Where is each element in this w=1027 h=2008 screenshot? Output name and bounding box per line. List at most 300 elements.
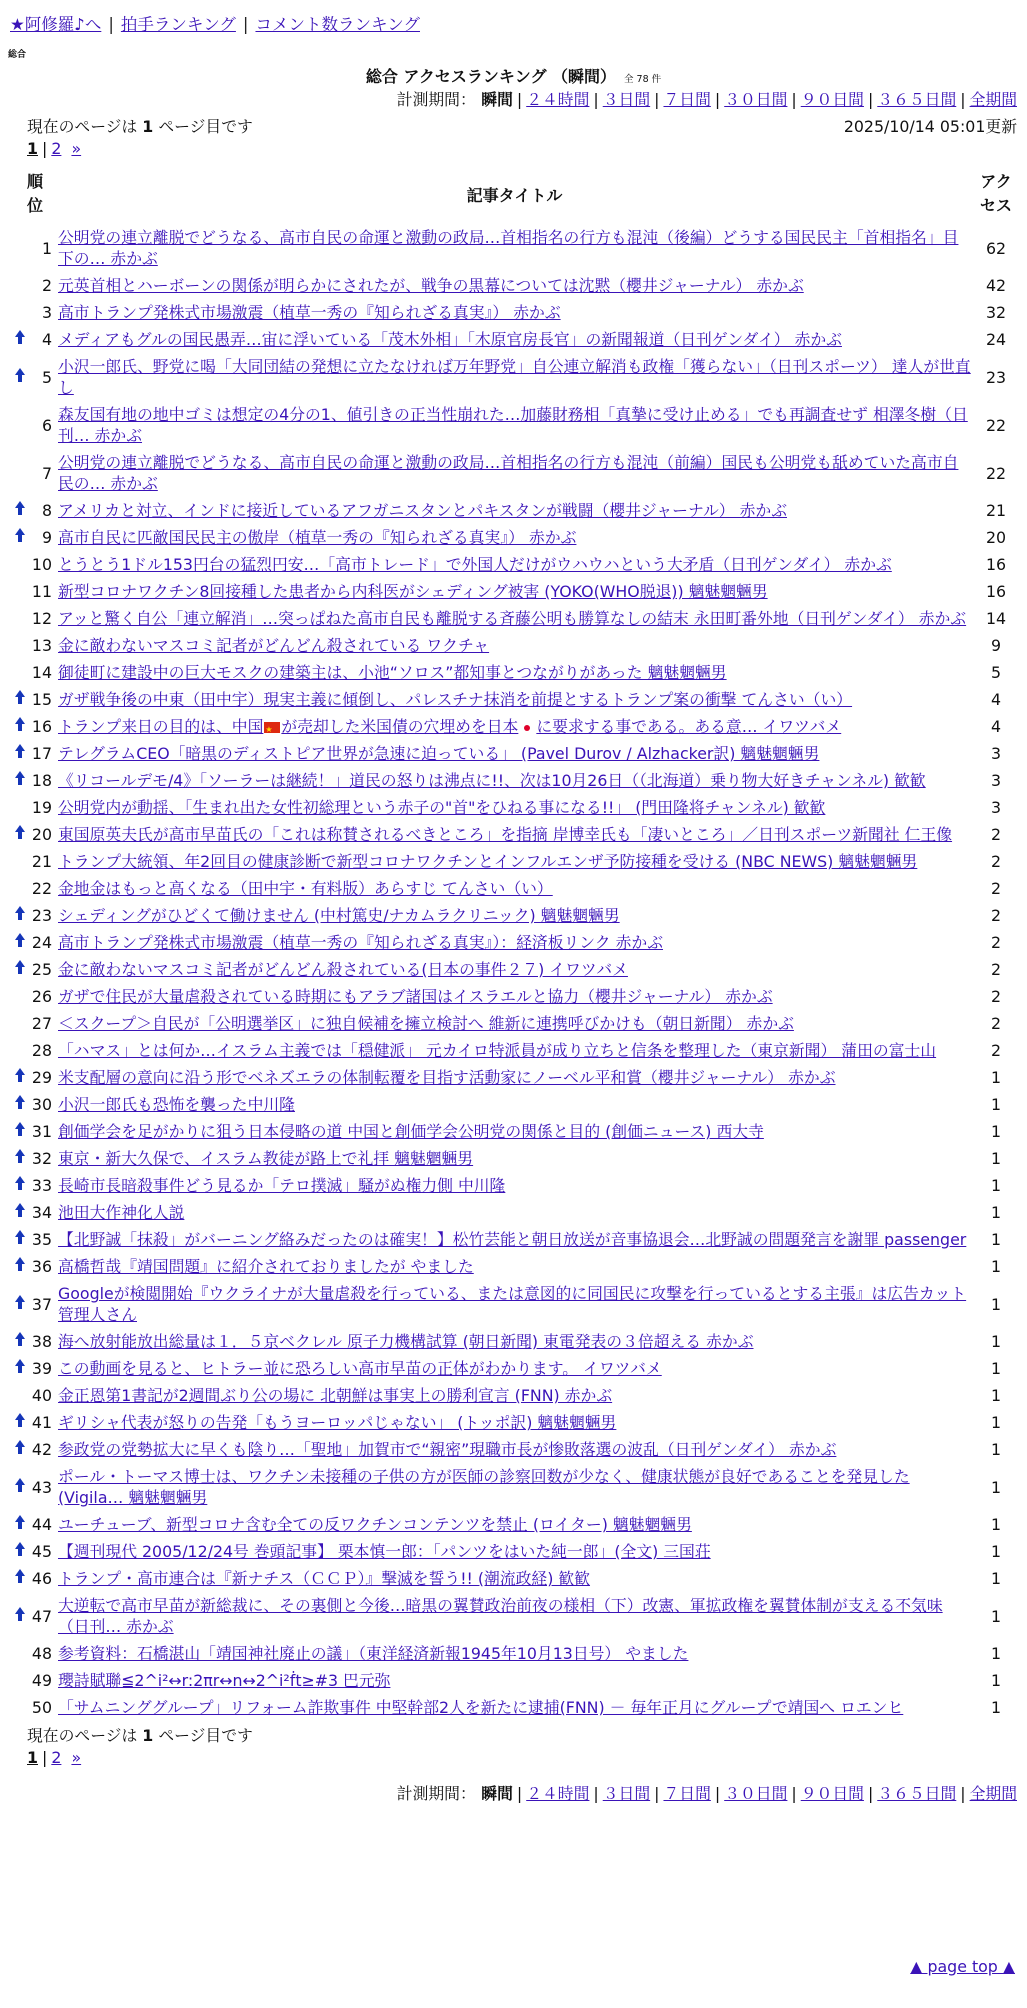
up-arrow-icon [14,1176,26,1191]
table-row [14,1118,1019,1145]
rank-change-cell [14,713,28,740]
rank-number: 48 [31,1644,52,1663]
table-row [14,740,1019,767]
access-count: 2 [990,1041,1002,1060]
rank-number: 7 [41,463,52,483]
period-separator: | [714,90,721,109]
rank-change-cell [14,1382,28,1409]
access-count: 3 [990,744,1002,763]
page-info-prefix: 現在のページは [27,117,143,136]
title-cell [56,1382,973,1409]
title-cell [56,1694,973,1721]
title-cell [56,1145,973,1172]
rank-change-cell [14,659,28,686]
access-count: 2 [990,879,1002,898]
access-count: 16 [985,582,1007,601]
access-count: 1 [990,1644,1002,1663]
pager-next-arrow[interactable]: » [71,1748,82,1767]
rank-number: 6 [41,415,52,435]
table-row [14,1382,1019,1409]
rank-change-cell [14,1226,28,1253]
access-count: 20 [985,528,1007,547]
period-option-2[interactable]: ７日間 [663,1784,711,1803]
rank-change-cell [14,605,28,632]
rank-change-cell [14,401,28,449]
up-arrow-icon [14,960,26,975]
up-arrow-icon [14,717,26,732]
up-arrow-icon [14,1440,26,1455]
access-count: 1 [990,1176,1002,1195]
period-option-6[interactable]: 全期間 [969,90,1017,109]
rank-change-cell [14,524,28,551]
article-link[interactable]: 長崎市長暗殺事件どう見るか「テロ撲滅」騒がぬ権力側 中川隆 [58,1176,506,1195]
access-count: 23 [985,367,1007,387]
article-link[interactable]: 【週刊現代 2005/12/24号 巻頭記事】 栗本慎一郎：「パンツをはいた純一郎」(全文) 三国荘 [58,1542,711,1561]
article-link[interactable]: トランプ・高市連合は『新ナチス（ＣＣＰ）』撃滅を誓う!! (潮流政経) 歓歓 [58,1569,591,1588]
article-link[interactable]: トランプ大統領、年2回目の健康診断で新型コロナワクチンとインフルエンザ予防接種を受ける (NBC NEWS) 魑魅魍魎男 [58,852,918,871]
table-row [14,326,1019,353]
pager-page-2[interactable]: 2 [51,139,62,158]
rank-number: 31 [31,1122,52,1141]
title-cell [56,524,973,551]
table-row [14,686,1019,713]
access-count: 2 [990,906,1002,925]
access-count: 1 [990,1359,1002,1378]
article-link[interactable]: シェディングがひどくて働けません (中村篤史/ナカムラクリニック) 魑魅魍魎男 [58,906,620,925]
up-arrow-icon [14,1478,26,1493]
nav-separator: | [108,15,114,34]
rank-change-cell [14,767,28,794]
title-cell [56,1409,973,1436]
home-link[interactable]: ★阿修羅♪へ [10,15,102,34]
table-row [14,821,1019,848]
title-cell [56,767,973,794]
rank-change-cell [14,1091,28,1118]
rank-change-cell [14,353,28,401]
rank-number: 19 [31,798,52,817]
period-separator: | [867,90,874,109]
article-link[interactable]: 大逆転で高市早苗が新総裁に、その裏側と今後…暗黒の翼賛政治前夜の様相（下）改憲、軍拡政権を翼賛体制が支える不気味（日刊… 赤かぶ [58,1596,943,1636]
up-arrow-icon [14,1257,26,1272]
up-arrow-icon [14,825,26,840]
title-cell [56,821,973,848]
article-link[interactable]: 創価学会を足がかりに狙う日本侵略の道 中国と創価学会公明党の関係と目的 (創価ニュース) 西大寺 [58,1122,764,1141]
updated-timestamp: 2025/10/14 05:01更新 [843,117,1017,136]
up-arrow-icon [14,744,26,759]
article-link[interactable]: ユーチューブ、新型コロナ含む全ての反ワクチンコンテンツを禁止 (ロイター) 魑魅魍魎男 [58,1515,692,1534]
rank-number: 29 [31,1068,52,1087]
table-row [14,1640,1019,1667]
period-option-1[interactable]: ３日間 [602,90,651,109]
period-option-5[interactable]: ３６５日間 [877,90,957,109]
article-link[interactable]: 公明党の連立離脱でどうなる、高市自民の命運と激動の政局…首相指名の行方も混沌（後編）どうする国民民主「首相指名」目下の… 赤かぶ [58,228,959,268]
title-cell [56,1592,973,1640]
title-cell [56,983,973,1010]
rank-number: 20 [31,825,52,844]
access-count: 21 [985,501,1007,520]
access-count: 2 [990,960,1002,979]
page-title: 総合 アクセスランキング （瞬間） [365,67,617,86]
title-cell [56,272,973,299]
article-link[interactable]: 高市トランプ発株式市場激震（植草一秀の『知られざる真実』）：経済板リンク 赤かぶ [58,933,663,952]
access-count: 3 [990,798,1002,817]
article-link[interactable]: 東国原英夫氏が高市早苗氏の「これは称賛されるべきところ」を指摘 岸博幸氏も「凄いところ」／日刊スポーツ新聞社 仁王像 [58,825,953,844]
access-header [973,164,1019,224]
title-cell [56,1640,973,1667]
access-count: 1 [990,1698,1002,1717]
rank-change-cell [14,794,28,821]
title-cell [56,848,973,875]
access-count: 1 [990,1294,1002,1314]
title-cell [56,659,973,686]
period-label: 計測期間： [396,90,476,109]
table-row [14,1010,1019,1037]
access-count: 2 [990,933,1002,952]
rank-change-cell [14,299,28,326]
access-count: 1 [990,1477,1002,1497]
rank-change-cell [14,1511,28,1538]
table-row [14,1565,1019,1592]
article-link[interactable]: 東京・新大久保で、イスラム教徒が路上で礼拝 魑魅魍魎男 [58,1149,474,1168]
period-selector-top [397,87,1017,110]
article-link[interactable]: トランプ来日の目的は、中国★ が売却した米国債の穴埋めを日本 に要求する事である。ある意… イワツバメ [58,717,841,736]
article-link[interactable]: この動画を見ると、ヒトラー並に恐ろしい高市早苗の正体がわかります。 イワツバメ [58,1359,662,1378]
rank-number: 43 [31,1477,52,1497]
article-link[interactable]: 《リコールデモ/4》「ソーラーは継続！」道民の怒りは沸点に!!、次は10月26日（（北海道）乗り物大好きチャンネル) 歓歓 [58,771,926,790]
article-link[interactable]: 元英首相とハーボーンの関係が明らかにされたが、戦争の黒幕については沈黙（櫻井ジャーナル） 赤かぶ [58,276,804,295]
title-cell [56,1226,973,1253]
rank-number: 16 [31,717,52,736]
up-arrow-icon [14,1068,26,1083]
table-row [14,929,1019,956]
access-count: 1 [990,1413,1002,1432]
table-row [14,1592,1019,1640]
title-cell [56,224,973,272]
pager-page-2[interactable]: 2 [51,1748,62,1767]
period-option-4[interactable]: ９０日間 [800,90,864,109]
table-row [14,1538,1019,1565]
article-link[interactable]: 参政党の党勢拡大に早くも陰り…「聖地」加賀市で“親密”現職市長が惨敗落選の波乱（日刊ゲンダイ） 赤かぶ [58,1440,837,1459]
china-flag-icon [264,722,280,733]
up-arrow-icon [14,690,26,705]
rank-number: 34 [31,1203,52,1222]
table-row [14,1091,1019,1118]
table-row [14,794,1019,821]
article-link[interactable]: 金地金はもっと高くなる（田中宇・有料版）あらすじ てんさい（い） [58,879,553,898]
rank-number: 41 [31,1413,52,1432]
rank-change-cell [14,449,28,497]
ranking-table [14,164,1019,1721]
up-arrow-icon [14,1295,26,1310]
title-cell [56,551,973,578]
up-arrow-icon [14,771,26,786]
pager-bottom [27,1748,81,1767]
title-cell [56,1172,973,1199]
article-link[interactable]: Googleが検閲開始『ウクライナが大量虐殺を行っている、または意図的に同国民に攻撃を行っているとする主張』は広告カット 管理人さん [58,1284,967,1324]
article-link[interactable]: 森友国有地の地中ゴミは想定の4分の1、値引きの正当性崩れた…加藤財務相「真摯に受け止める」でも再調査せず 相澤冬樹（日刊… 赤かぶ [58,405,968,445]
article-link[interactable]: 池田大作神化人説 [58,1203,185,1222]
rank-number: 11 [31,582,52,601]
article-link[interactable]: 「サムニンググループ」リフォーム詐欺事件 中堅幹部2人を新たに逮捕(FNN) － 毎年正月にグループで靖国へ ロエンヒ [58,1698,904,1717]
rank-change-cell [14,821,28,848]
article-link[interactable]: ガザで住民が大量虐殺されている時期にもアラブ諸国はイスラエルと協力（櫻井ジャーナル） 赤かぶ [58,987,773,1006]
article-link[interactable]: 海へ放射能放出総量は１．５京ベクレル 原子力機構試算 (朝日新聞) 東電発表の３倍超える 赤かぶ [58,1332,754,1351]
period-option-6[interactable]: 全期間 [969,1784,1017,1803]
access-count: 2 [990,1014,1002,1033]
rank-number: 4 [41,330,52,349]
rank-number: 23 [31,906,52,925]
period-option-1[interactable]: ３日間 [602,1784,651,1803]
access-count: 1 [990,1606,1002,1626]
access-count: 4 [990,717,1002,736]
up-arrow-icon [14,330,26,345]
period-separator: | [516,90,523,109]
rank-change-cell [14,848,28,875]
table-row [14,1253,1019,1280]
title-cell [56,1667,973,1694]
title-cell [56,449,973,497]
article-link[interactable]: 金に敵わないマスコミ記者がどんどん殺されている(日本の事件２７) イワツバメ [58,960,628,979]
title-cell [56,1280,973,1328]
up-arrow-icon [14,1607,26,1622]
period-option-2[interactable]: ７日間 [663,90,711,109]
total-count: 全 78 件 [624,74,662,85]
period-option-5[interactable]: ３６５日間 [877,1784,957,1803]
rank-change-cell [14,1145,28,1172]
article-link[interactable]: ＜スクープ＞自民が「公明選挙区」に独自候補を擁立検討へ 維新に連携呼びかけも（朝日新聞） 赤かぶ [58,1014,794,1033]
table-row [14,767,1019,794]
page-info-number: 1 [142,117,154,136]
article-link[interactable]: 御徒町に建設中の巨大モスクの建築主は、小池“ソロス”都知事とつながりがあった 魑魅魍魎男 [58,663,727,682]
access-count: 1 [990,1671,1002,1690]
rank-number: 25 [31,960,52,979]
access-count: 1 [990,1203,1002,1222]
title-cell [56,956,973,983]
rank-number: 10 [31,555,52,574]
pager-current: 1 [27,1748,38,1767]
title-cell [56,1118,973,1145]
rank-change-cell [14,1328,28,1355]
title-cell [56,875,973,902]
up-arrow-icon [14,528,26,543]
period-separator: | [960,90,966,109]
page-info-top [27,114,253,137]
title-cell [56,299,973,326]
title-cell [56,1328,973,1355]
rank-number: 9 [41,528,52,547]
period-selector-bottom [397,1781,1017,1804]
period-separator: | [960,1784,966,1803]
rank-number: 46 [31,1569,52,1588]
access-count: 2 [990,987,1002,1006]
period-separator: | [654,90,660,109]
title-cell [56,1199,973,1226]
access-count: 42 [985,276,1007,295]
table-row [14,1436,1019,1463]
table-row [14,401,1019,449]
title-cell [56,497,973,524]
access-count: 22 [985,415,1007,435]
article-link[interactable]: 米支配層の意向に沿う形でベネズエラの体制転覆を目指す活動家にノーベル平和賞（櫻井ジャーナル） 赤かぶ [58,1068,836,1087]
table-row [14,848,1019,875]
article-link[interactable]: 小沢一郎氏も恐怖を襲った中川隆 [58,1095,295,1114]
comment-ranking-link[interactable]: コメント数ランキング [255,15,420,34]
rank-number: 14 [31,663,52,682]
article-link[interactable]: 参考資料：石橋湛山「靖国神社廃止の議」（東洋経済新報1945年10月13日号） やました [58,1644,689,1663]
rank-number: 21 [31,852,52,871]
up-arrow-icon [14,1359,26,1374]
title-cell [56,713,973,740]
table-row [14,875,1019,902]
clap-ranking-link[interactable]: 拍手ランキング [120,15,236,34]
access-count: 14 [985,609,1007,628]
article-link[interactable]: 「ハマス」とは何か…イスラム主義では「穏健派」 元カイロ特派員が成り立ちと信条を整理した（東京新聞） 蒲田の富士山 [58,1041,937,1060]
article-link[interactable]: 公明党の連立離脱でどうなる、高市自民の命運と激動の政局…首相指名の行方も混沌（前編）国民も公明党も舐めていた高市自民の… 赤かぶ [58,453,959,493]
page-title-block [0,64,1027,87]
period-option-0[interactable]: ２４時間 [526,90,590,109]
title-cell [56,1010,973,1037]
title-header [56,164,973,224]
table-row [14,1064,1019,1091]
period-option-0[interactable]: ２４時間 [526,1784,590,1803]
rank-change-cell [14,1640,28,1667]
article-link[interactable]: 金正恩第1書記が2週間ぶり公の場に 北朝鮮は事実上の勝利宣言 (FNN) 赤かぶ [58,1386,613,1405]
rank-number: 45 [31,1542,52,1561]
rank-number: 50 [31,1698,52,1717]
period-separator: | [867,1784,874,1803]
period-separator: | [593,1784,599,1803]
up-arrow-icon [14,1095,26,1110]
access-count: 22 [985,463,1007,483]
access-count: 16 [985,555,1007,574]
access-count: 1 [990,1149,1002,1168]
table-row [14,272,1019,299]
rank-number: 42 [31,1440,52,1459]
table-row [14,1199,1019,1226]
article-link[interactable]: テレグラムCEO「暗黒のディストピア世界が急速に迫っている」 (Pavel Durov / Alzhacker訳) 魑魅魍魎男 [58,744,820,763]
rank-number: 44 [31,1515,52,1534]
rank-change-cell [14,1409,28,1436]
table-row [14,353,1019,401]
table-row [14,1694,1019,1721]
rank-change-cell [14,1253,28,1280]
rank-number: 40 [31,1386,52,1405]
up-arrow-icon [14,1230,26,1245]
up-arrow-icon [14,1203,26,1218]
rank-change-cell [14,1118,28,1145]
article-link[interactable]: 瓔詩賦聯≦2^i²↔r:2πr↔n↔2^i²ḟt≥#3 巴元弥 [58,1671,391,1690]
period-current: 瞬間 [475,90,513,109]
page-info-bottom [27,1723,253,1746]
up-arrow-icon [14,1569,26,1584]
table-row [14,1409,1019,1436]
access-count: 4 [990,690,1002,709]
article-link[interactable]: 公明党内が動揺、「生まれ出た女性初総理という赤子の"首"をひねる事になる!!」 (門田隆将チャンネル) 歓歓 [58,798,826,817]
table-row [14,983,1019,1010]
article-link[interactable]: 金に敵わないマスコミ記者がどんどん殺されている ワクチャ [58,636,490,655]
article-link[interactable]: ギリシャ代表が怒りの告発「もうヨーロッパじゃない」 (トッポ訳) 魑魅魍魎男 [58,1413,617,1432]
rank-change-cell [14,1538,28,1565]
article-link[interactable]: 【北野誠「抹殺」がバーニング絡みだったのは確実！】松竹芸能と朝日放送が音事協退会…北野誠の問題発言を謝罪 passenger [58,1230,967,1249]
rank-number: 24 [31,933,52,952]
rank-change-cell [14,224,28,272]
article-link[interactable]: 新型コロナワクチン8回接種した患者から内科医がシェディング被害 (YOKO(WHO脱退)) 魑魅魍魎男 [58,582,768,601]
period-option-4[interactable]: ９０日間 [800,1784,864,1803]
rank-change-cell [14,1592,28,1640]
title-cell [56,1565,973,1592]
title-cell [56,686,973,713]
table-row [14,902,1019,929]
access-count: 2 [990,825,1002,844]
access-count: 9 [990,636,1002,655]
rank-number: 49 [31,1671,52,1690]
page-info-number: 1 [142,1726,154,1745]
table-row [14,632,1019,659]
table-row [14,956,1019,983]
access-header-label: アクセス [979,172,1012,215]
period-separator: | [714,1784,721,1803]
rank-number: 32 [31,1149,52,1168]
table-row [14,578,1019,605]
article-link[interactable]: 高市トランプ発株式市場激震（植草一秀の『知られざる真実』） 赤かぶ [58,303,561,322]
period-option-3[interactable]: ３０日間 [724,90,788,109]
rank-change-cell [14,1037,28,1064]
article-link[interactable]: アッと驚く自公「連立解消」…突っぱねた高市自民も離脱する斉藤公明も勝算なしの結末 永田町番外地（日刊ゲンダイ） 赤かぶ [58,609,967,628]
pager-current: 1 [27,139,38,158]
access-count: 1 [990,1569,1002,1588]
up-arrow-icon [14,368,26,383]
title-cell [56,1538,973,1565]
article-link[interactable]: ガザ戦争後の中東（田中宇）現実主義に傾倒し、パレスチナ抹消を前提とするトランプ案の衝撃 てんさい（い） [58,690,853,709]
period-current: 瞬間 [475,1784,513,1803]
rank-change-cell [14,1199,28,1226]
table-row [14,1511,1019,1538]
article-link[interactable]: 高市自民に匹敵国民民主の傲岸（植草一秀の『知られざる真実』） 赤かぶ [58,528,577,547]
article-link[interactable]: 小沢一郎氏、野党に喝「大同団結の発想に立たなければ万年野党」自公連立解消も政権「獲らない」（日刊スポーツ） 達人が世直し [58,357,971,397]
period-option-3[interactable]: ３０日間 [724,1784,788,1803]
article-link[interactable]: とうとう1ドル153円台の猛烈円安…「高市トレード」で外国人だけがウハウハという大矛盾（日刊ゲンダイ） 赤かぶ [58,555,892,574]
period-separator: | [593,90,599,109]
article-link[interactable]: アメリカと対立、インドに接近しているアフガニスタンとパキスタンが戦闘（櫻井ジャーナル） 赤かぶ [58,501,787,520]
table-row [14,551,1019,578]
title-cell [56,794,973,821]
article-link[interactable]: ポール・トーマス博士は、ワクチン未接種の子供の方が医師の診察回数が少なく、健康状態が良好であることを発見した (Vigila… 魑魅魍魎男 [58,1467,910,1507]
page-info-prefix: 現在のページは [27,1726,143,1745]
title-cell [56,353,973,401]
article-link[interactable]: 高橋哲哉『靖国問題』に紹介されておりましたが やました [58,1257,474,1276]
access-count: 1 [990,1515,1002,1534]
access-count: 1 [990,1440,1002,1459]
rank-change-cell [14,983,28,1010]
top-nav [10,11,420,35]
pager-next-arrow[interactable]: » [71,139,82,158]
period-separator: | [791,1784,797,1803]
access-count: 1 [990,1068,1002,1087]
rank-change-cell [14,326,28,353]
title-cell [56,1064,973,1091]
rank-header [14,164,56,224]
page-top-link[interactable]: ▲ page top ▲ [910,1957,1015,1976]
title-cell [56,605,973,632]
rank-change-cell [14,929,28,956]
article-link[interactable]: メディアもグルの国民愚弄…宙に浮いている「茂木外相」「木原官房長官」の新聞報道（日刊ゲンダイ） 赤かぶ [58,330,842,349]
pager-top [27,139,81,158]
rank-change-cell [14,551,28,578]
up-arrow-icon [14,1515,26,1530]
rank-number: 15 [31,690,52,709]
page-info-suffix: ページ目です [153,1726,253,1745]
rank-change-cell [14,902,28,929]
